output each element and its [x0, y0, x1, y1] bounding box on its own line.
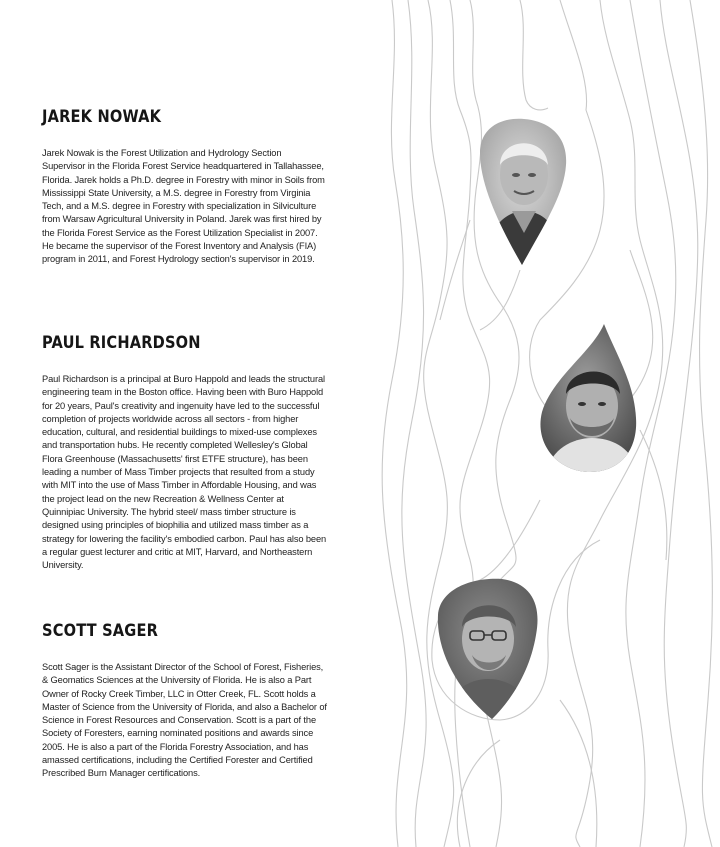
paul-richardson-portrait	[532, 322, 640, 474]
speaker-name: JAREK NOWAK	[42, 107, 162, 127]
bio-section-jarek-nowak	[42, 107, 327, 267]
bio-section-paul-richardson	[42, 333, 327, 572]
jarek-nowak-portrait	[472, 115, 572, 270]
scott-sager-portrait	[432, 575, 542, 720]
bio-section-scott-sager	[42, 621, 327, 781]
speaker-bio: Paul Richardson is a principal at Buro Happold and leads the structural engineering team in the Boston office. Having been with Buro Happold for 20 years, Paul's creativity and ingenuity have led to the successful completion of projects worldwide across all sectors - from higher education, cultural, and residential buildings to mixed-use complexes and transportation hubs. He recently completed Wellesley's Global Flora Greenhouse (Massachusetts' first ETFE structure), has been leading a number of Mass Timber projects that resulted from a study with MIT into the use of Mass Timber in Affordable Housing, and was the project lead on the new Recreation & Wellness Center at Quinnipiac University. The hybrid steel/ mass timber structure is designed using principles of biophilia and utilized mass timber as a strategy for lowering the facility's embodied carbon. Paul has also been a regular guest lecturer and critic at MIT, Harvard, and Northeastern University.	[42, 374, 327, 571]
speaker-name: PAUL RICHARDSON	[42, 333, 201, 353]
speaker-bio: Scott Sager is the Assistant Director of the School of Forest, Fisheries, & Geomatics Sciences at the University of Florida. He is also a Part Owner of Rocky Creek Timber, LLC in Otter Creek, FL. Scott holds a Master of Science from the University of Florida, and also a Bachelor of Science in Forest Resources and Conservation. Scott is a part of the Society of Foresters, earning nominated positions and awards since 2005. He is also a part of the Florida Forestry Association, and has amassed certifications, including the Certified Forester and Certified Prescribed Burn Manager certifications.	[42, 662, 327, 779]
speaker-name: SCOTT SAGER	[42, 621, 159, 641]
speaker-bio: Jarek Nowak is the Forest Utilization and Hydrology Section Supervisor in the Florida Forest Service headquartered in Tallahassee, Florida. Jarek holds a Ph.D. degree in Forestry with minor in Soils from Mississippi State University, a M.S. degree in Forestry from Virginia Tech, and a M.S. degree in Forestry with specialization in Silviculture from Warsaw Agricultural University in Poland. Jarek was first hired by the Florida Forest Service as the Forest Utilization Specialist in 2007. He became the supervisor of the Forest Inventory and Analysis (FIA) program in 2011, and Forest Hydrology section's supervisor in 2019.	[42, 148, 325, 265]
